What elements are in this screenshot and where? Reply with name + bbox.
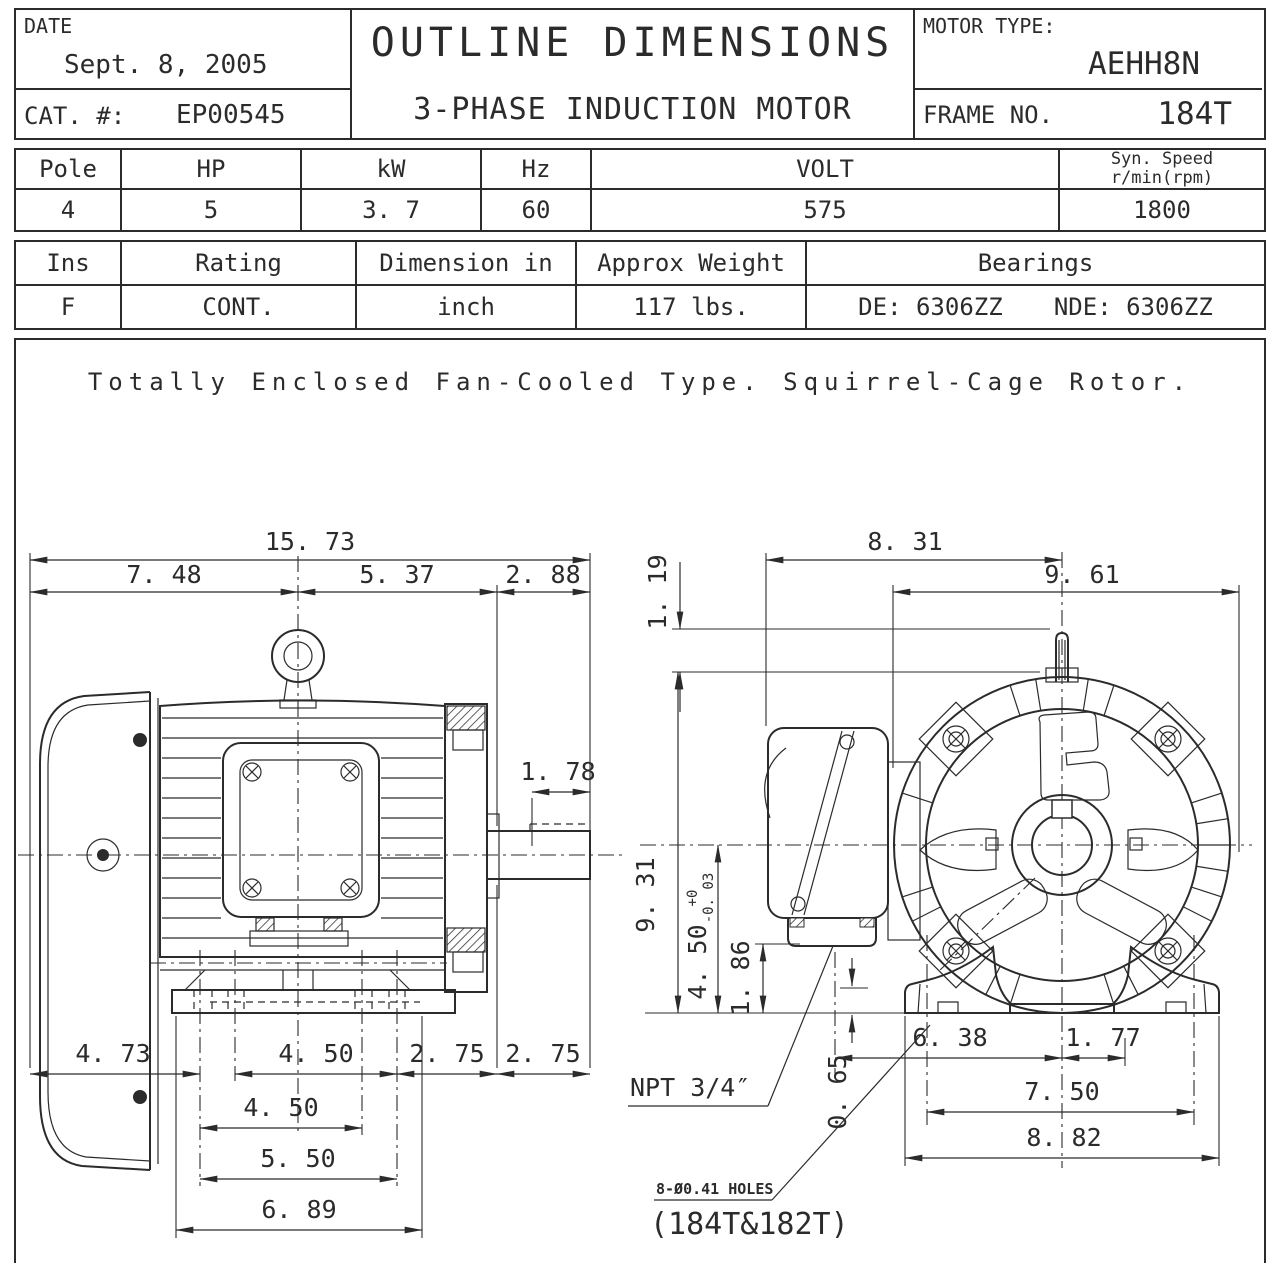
end-view-dimensions xyxy=(631,527,1239,1158)
dim-left-to-foot: 4. 73 xyxy=(75,1039,151,1068)
holes-leader-line xyxy=(772,1025,930,1200)
annotations xyxy=(628,946,930,1242)
col-header-rating: Rating xyxy=(122,242,357,286)
end-view-drawing xyxy=(628,527,1252,1242)
value-pole: 4 xyxy=(16,190,122,230)
cat-number-value: EP00545 xyxy=(176,100,286,130)
bearing-de: DE: 6306ZZ xyxy=(858,293,1003,321)
dim-overall-length: 15. 73 xyxy=(264,527,356,556)
value-weight: 117 lbs. xyxy=(577,286,807,328)
dim-frame-height: 9. 31 xyxy=(631,857,660,933)
dim-eyebolt-height: 1. 19 xyxy=(643,554,672,630)
conduit-box xyxy=(765,728,920,946)
terminal-box-screws xyxy=(243,763,359,897)
col-header-dimension: Dimension in xyxy=(357,242,577,286)
dimension-drawings xyxy=(14,338,1266,1263)
cat-number-label: CAT. #: xyxy=(24,102,126,130)
title-block-date-cat xyxy=(14,8,352,140)
title-block-center xyxy=(352,8,915,140)
col-header-hz: Hz xyxy=(482,150,592,190)
dim-shaft-ext: 2. 88 xyxy=(505,560,581,589)
holes-label: 8-Ø0.41 HOLES xyxy=(656,1180,774,1198)
value-ins: F xyxy=(16,286,122,328)
dim-foot-span-b: 4. 50 xyxy=(243,1093,319,1122)
dim-foot-to-shoulder: 2. 75 xyxy=(409,1039,485,1068)
frames-label: (184T&182T) xyxy=(650,1207,849,1242)
value-rating: CONT. xyxy=(122,286,357,328)
dim-fan-cover-length: 7. 48 xyxy=(126,560,202,589)
col-header-weight: Approx Weight xyxy=(577,242,807,286)
value-hz: 60 xyxy=(482,190,592,230)
dim-hole-offset: 1. 77 xyxy=(1065,1023,1141,1052)
dim-hole-to-center: 6. 38 xyxy=(912,1023,988,1052)
title-block-motor xyxy=(915,8,1266,140)
npt-label: NPT 3/4″ xyxy=(630,1073,751,1102)
value-bearings xyxy=(807,286,1264,328)
end-bracket xyxy=(445,704,499,992)
dim-key-length: 1. 78 xyxy=(520,757,596,786)
ratings-table xyxy=(14,148,1266,232)
cover-bolt xyxy=(133,733,147,747)
sheet-subtitle: 3-PHASE INDUCTION MOTOR xyxy=(413,92,852,127)
col-header-hp: HP xyxy=(122,150,302,190)
motor-description: Totally Enclosed Fan-Cooled Type. Squirrel-Cage Rotor. xyxy=(87,368,1193,396)
details-table xyxy=(14,240,1266,330)
motor-frame xyxy=(160,701,445,958)
dim-box-bottom-height: 1. 86 xyxy=(726,940,755,1016)
shaft xyxy=(487,824,590,879)
keyway xyxy=(1052,800,1072,818)
bearing-nde: NDE: 6306ZZ xyxy=(1053,293,1213,321)
value-syn-speed: 1800 xyxy=(1133,196,1191,224)
dim-foot-offset: 0. 65 xyxy=(823,1054,852,1130)
dim-shaft-height: 4. 50 xyxy=(683,924,712,1000)
col-header-bearings: Bearings xyxy=(807,242,1264,286)
date-value: Sept. 8, 2005 xyxy=(64,50,268,80)
sheet-title: OUTLINE DIMENSIONS xyxy=(370,20,895,66)
dim-shaft-height-tol-minus: -0. 03 xyxy=(701,872,717,924)
mounting-feet-side xyxy=(160,970,455,1013)
frame-no-label: FRAME NO. xyxy=(923,101,1054,129)
col-header-pole: Pole xyxy=(16,150,122,190)
dim-foot-width: 8. 82 xyxy=(1026,1123,1102,1152)
dim-frame-length: 5. 37 xyxy=(359,560,435,589)
value-hp: 5 xyxy=(122,190,302,230)
motor-type-value: AEHH8N xyxy=(1088,46,1200,82)
cover-bolt xyxy=(133,1090,147,1104)
date-label: DATE xyxy=(24,14,73,38)
motor-type-label: MOTOR TYPE: xyxy=(923,14,1056,38)
fan-cover xyxy=(40,692,158,1170)
dim-box-to-center: 8. 31 xyxy=(867,527,943,556)
value-kw: 3. 7 xyxy=(302,190,482,230)
dim-overall-width: 9. 61 xyxy=(1044,560,1120,589)
side-view-drawing xyxy=(18,527,622,1238)
dim-foot-overall: 6. 89 xyxy=(261,1195,337,1224)
eyebolt xyxy=(272,630,324,708)
col-header-ins: Ins xyxy=(16,242,122,286)
cooling-fins xyxy=(162,718,443,938)
dim-shaft-height-tol-plus: +0 xyxy=(685,889,701,907)
col-header-kw: kW xyxy=(302,150,482,190)
dim-foot-span-a: 4. 50 xyxy=(278,1039,354,1068)
value-dimension: inch xyxy=(357,286,577,328)
dim-base-span: 5. 50 xyxy=(260,1144,336,1173)
col-header-volt: VOLT xyxy=(592,150,1060,190)
dim-shaft-length: 2. 75 xyxy=(505,1039,581,1068)
dim-bolt-span: 7. 50 xyxy=(1024,1077,1100,1106)
value-volt: 575 xyxy=(592,190,1060,230)
col-header-syn-speed: Syn. Speed r/min(rpm) xyxy=(1060,150,1264,190)
terminal-box-face xyxy=(223,743,379,946)
frame-no-value: 184T xyxy=(1157,96,1232,132)
